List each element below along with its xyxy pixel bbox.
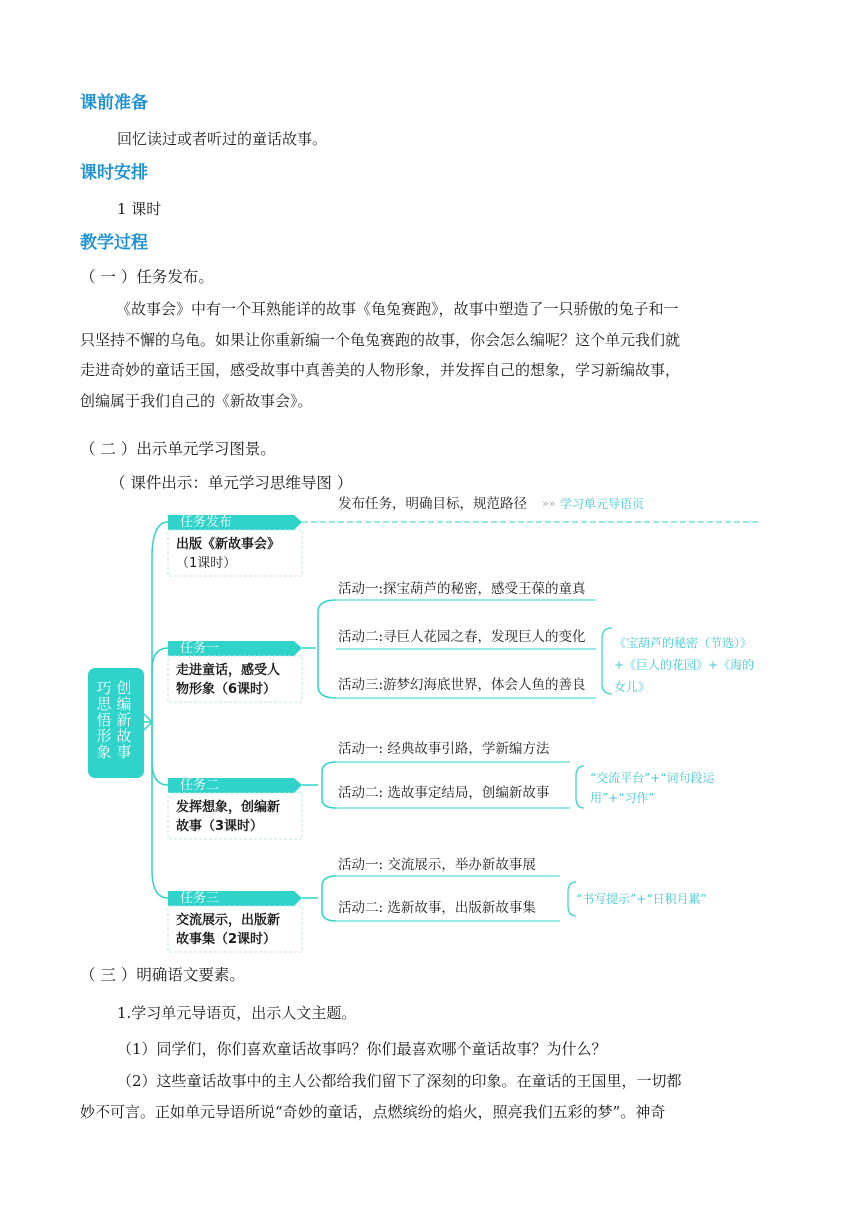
task2-activity: 活动二: 选故事定结局，创编新故事: [338, 785, 550, 801]
task2-text: 故事（3课时）: [176, 819, 264, 834]
task2-label: 任务二: [180, 778, 220, 793]
step1-line: 《故事会》中有一个耳熟能详的故事《龟兔赛跑》，故事中塑造了一只骄傲的兔子和一: [116, 300, 679, 318]
task3-text: 故事集（2课时）: [176, 932, 277, 947]
task1-activity: 活动一:探宝葫芦的秘密，感受王葆的童真: [338, 581, 586, 597]
step1-title: （ 一 ）任务发布。: [80, 268, 214, 286]
step2-title: （ 二 ）出示单元学习图景。: [80, 440, 276, 458]
section-title-prep: 课前准备: [80, 93, 148, 113]
task1-text: 走进童话，感受人: [176, 663, 281, 678]
task0-text: 出版《新故事会》: [176, 537, 281, 552]
step3-question1: （1）同学们，你们喜欢童话故事吗？你们最喜欢哪个童话故事？为什么？: [117, 1040, 607, 1058]
section-title-schedule: 课时安排: [80, 163, 148, 183]
section-title-process: 教学过程: [80, 233, 148, 253]
task0-note: 学习单元导语页: [560, 497, 645, 511]
task3-label: 任务三: [180, 891, 220, 906]
task1-note: 《宝葫芦的秘密（节选）》: [614, 636, 753, 650]
root-text-col2: 巧思悟形象: [96, 679, 112, 761]
step3-question2: [80, 1066, 780, 1127]
task1-note: 女儿》: [614, 680, 651, 694]
mindmap-caption: （ 课件出示：单元学习思维导图 ）: [110, 474, 353, 492]
step3-q2-line: （2）这些童话故事中的主人公都给我们留下了深刻的印象。在童话的王国里，一切都: [117, 1072, 682, 1090]
task2-note: “交流平台”+“词句段运: [590, 771, 715, 785]
task1-note: +《巨人的花园》+《海的: [614, 658, 755, 672]
step3-q2-line: 妙不可言。正如单元导语所说“奇妙的童话，点燃缤纷的焰火，照亮我们五彩的梦”。神奇: [80, 1102, 666, 1121]
mindmap-root: [88, 668, 144, 778]
task1-text: 物形象（6课时）: [176, 682, 277, 697]
task3-activity: 活动一: 交流展示，举办新故事展: [338, 857, 536, 873]
arrow-icon: »»: [542, 497, 556, 510]
task2-text: 发挥想象，创编新: [176, 800, 281, 815]
prep-text: 回忆读过或者听过的童话故事。: [117, 130, 328, 148]
task2-note: 用”+“习作”: [590, 791, 655, 805]
task3-note: “书写提示”+“日积月累”: [576, 892, 707, 906]
task3-text: 交流展示，出版新: [176, 913, 281, 928]
root-text-col1: 创编新故事: [116, 679, 132, 761]
step3-title: （ 三 ）明确语文要素。: [80, 966, 245, 984]
task1-activity: 活动三:游梦幻海底世界，体会人鱼的善良: [338, 677, 586, 693]
task2-activity: 活动一: 经典故事引路，学新编方法: [338, 741, 550, 757]
step1-line: 创编属于我们自己的《新故事会》。: [80, 391, 313, 410]
task0-hours: （1课时）: [176, 556, 237, 571]
task3-activity: 活动二: 选新故事，出版新故事集: [338, 900, 536, 916]
task0-label: 任务发布: [180, 515, 233, 530]
step1-line: 只坚持不懈的乌龟。如果让你重新编一个龟兔赛跑的故事，你会怎么编呢？这个单元我们就: [80, 330, 681, 349]
task1-activity: 活动二:寻巨人花园之春，发现巨人的变化: [338, 629, 586, 645]
step1-line: 走进奇妙的童话王国，感受故事中真善美的人物形象，并发挥自己的想象，学习新编故事，: [80, 361, 681, 379]
task0-activity: 发布任务，明确目标，规范路径: [338, 496, 527, 512]
step3-item1: 1.学习单元导语页，出示人文主题。: [117, 1004, 357, 1022]
schedule-text: 1 课时: [117, 200, 162, 218]
task1-label: 任务一: [180, 641, 220, 656]
